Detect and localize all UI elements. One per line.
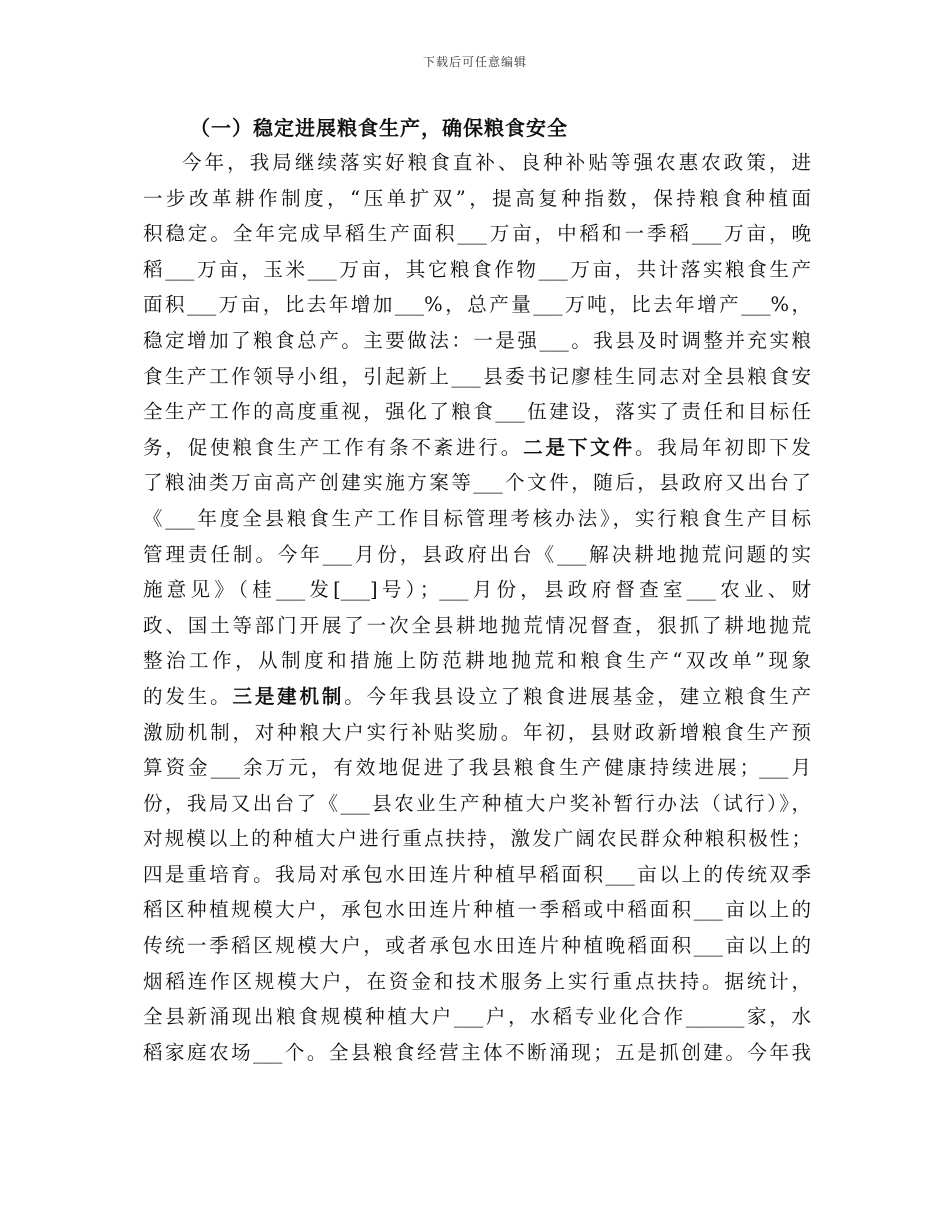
text-line xyxy=(143,430,811,466)
section-heading: （一）稳定进展粮食生产，确保粮食安全 xyxy=(190,116,568,140)
text-line xyxy=(143,287,811,323)
text-segment: 稻___万亩，玉米___万亩，其它粮食作物___万亩，共计落实粮食生产 xyxy=(143,257,811,281)
text-segment: 积稳定。全年完成早稻生产面积___万亩，中稻和一季稻___万亩，晚 xyxy=(143,222,811,246)
text-segment: 食生产工作领导小组，引起新上___县委书记廖桂生同志对全县粮食安 xyxy=(143,364,811,388)
text-line xyxy=(143,216,811,252)
text-line xyxy=(143,679,811,715)
text-segment: 稻区种植规模大户，承包水田连片种植一季稻或中稻面积___亩以上的 xyxy=(143,898,811,922)
text-line xyxy=(143,892,811,928)
bold-keyphrase: 二是下文件 xyxy=(523,435,635,459)
text-segment: 全生产工作的高度重视，强化了粮食___伍建设，落实了责任和目标任 xyxy=(143,400,811,424)
text-line xyxy=(143,145,811,181)
text-line xyxy=(143,501,811,537)
text-segment: 。我局年初即下发 xyxy=(634,435,811,459)
text-line xyxy=(143,643,811,679)
text-segment: 对规模以上的种植大户进行重点扶持，激发广阔农民群众种粮积极性； xyxy=(143,827,811,851)
text-line xyxy=(143,964,811,1000)
text-segment: 施意见》（桂___发[___]号）；___月份，县政府督查室___农业、财 xyxy=(143,578,811,602)
text-line xyxy=(143,999,811,1035)
text-line xyxy=(143,572,811,608)
text-segment: 面积___万亩，比去年增加___%，总产量___万吨，比去年增产___%， xyxy=(143,293,811,317)
text-segment: 了粮油类万亩高产创建实施方案等___个文件，随后，县政府又出台了 xyxy=(143,471,811,495)
text-segment: 四是重培育。我局对承包水田连片种植早稻面积___亩以上的传统双季 xyxy=(143,862,811,886)
body-text xyxy=(143,145,811,1070)
text-segment: 的发生。 xyxy=(143,684,233,708)
text-segment: 全县新涌现出粮食规模种植大户___户，水稻专业化合作______家，水 xyxy=(143,1005,811,1029)
text-segment: 整治工作，从制度和措施上防范耕地抛荒和粮食生产“双改单”现象 xyxy=(143,649,811,673)
text-line xyxy=(143,323,811,359)
text-segment: 今年，我局继续落实好粮食直补、良种补贴等强农惠农政策，进 xyxy=(182,151,811,174)
header-note: 下载后可任意编辑 xyxy=(422,55,527,69)
text-line xyxy=(143,821,811,857)
text-segment: 稳定增加了粮食总产。主要做法：一是强___。我县及时调整并充实粮 xyxy=(143,328,811,352)
text-segment: 烟稻连作区规模大户，在资金和技术服务上实行重点扶持。据统计， xyxy=(143,969,811,993)
text-line xyxy=(143,750,811,786)
text-segment: 务，促使粮食生产工作有条不紊进行。 xyxy=(143,435,524,459)
text-line xyxy=(143,465,811,501)
text-segment: 政、国土等部门开展了一次全县耕地抛荒情况督查，狠抓了耕地抛荒 xyxy=(143,613,811,637)
text-line xyxy=(143,537,811,573)
text-segment: 《___年度全县粮食生产工作目标管理考核办法》，实行粮食生产目标 xyxy=(143,506,811,530)
text-line xyxy=(143,786,811,822)
text-segment: 激励机制，对种粮大户实行补贴奖励。年初，县财政新增粮食生产预 xyxy=(143,720,811,744)
text-segment: 传统一季稻区规模大户，或者承包水田连片种植晚稻面积___亩以上的 xyxy=(143,934,811,958)
text-line xyxy=(143,1035,811,1071)
bold-keyphrase: 三是建机制 xyxy=(232,684,345,708)
text-segment: 。今年我县设立了粮食进展基金，建立粮食生产 xyxy=(344,684,811,708)
text-segment: 份，我局又出台了《___县农业生产种植大户奖补暂行办法（试行）》， xyxy=(143,791,811,815)
text-line xyxy=(143,359,811,395)
text-segment: 管理责任制。今年___月份，县政府出台《___解决耕地抛荒问题的实 xyxy=(143,542,811,566)
text-segment: 算资金___余万元，有效地促进了我县粮食生产健康持续进展；___月 xyxy=(143,756,811,780)
text-line xyxy=(143,715,811,751)
text-line xyxy=(143,857,811,893)
text-line xyxy=(143,928,811,964)
text-line xyxy=(143,394,811,430)
text-line xyxy=(143,608,811,644)
text-segment: 稻家庭农场___个。全县粮食经营主体不断涌现；五是抓创建。今年我 xyxy=(143,1040,811,1064)
text-line xyxy=(143,252,811,288)
text-line xyxy=(143,181,811,217)
text-segment: 一步改革耕作制度，“压单扩双”，提高复种指数，保持粮食种植面 xyxy=(143,186,811,210)
